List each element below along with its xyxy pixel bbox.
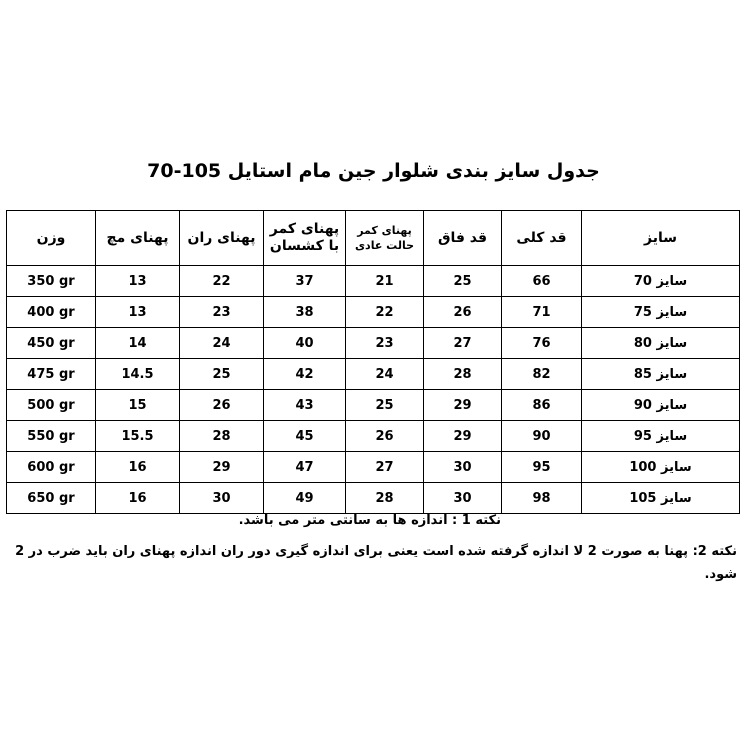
cell-thigh: 23 bbox=[180, 297, 264, 328]
cell-total-length: 66 bbox=[502, 266, 582, 297]
cell-waist-stretched: 42 bbox=[264, 359, 346, 390]
cell-size: سایز 100 bbox=[582, 452, 740, 483]
cell-crotch: 26 bbox=[424, 297, 502, 328]
cell-crotch: 30 bbox=[424, 452, 502, 483]
header-waist-stretched: پهنای کمر با کشسان bbox=[264, 211, 346, 266]
cell-crotch: 29 bbox=[424, 421, 502, 452]
header-thigh: پهنای ران bbox=[180, 211, 264, 266]
cell-size: سایز 85 bbox=[582, 359, 740, 390]
table-row bbox=[7, 266, 740, 297]
cell-weight: 550 gr bbox=[7, 421, 96, 452]
cell-thigh: 29 bbox=[180, 452, 264, 483]
header-ankle: پهنای مچ bbox=[96, 211, 180, 266]
cell-total-length: 76 bbox=[502, 328, 582, 359]
cell-waist-stretched: 47 bbox=[264, 452, 346, 483]
table-row bbox=[7, 452, 740, 483]
cell-thigh: 25 bbox=[180, 359, 264, 390]
cell-size: سایز 105 bbox=[582, 483, 740, 514]
cell-thigh: 24 bbox=[180, 328, 264, 359]
cell-waist-normal: 26 bbox=[346, 421, 424, 452]
header-waist-normal: پهنای کمر حالت عادی bbox=[346, 211, 424, 266]
table-row bbox=[7, 390, 740, 421]
cell-ankle: 14.5 bbox=[96, 359, 180, 390]
cell-crotch: 28 bbox=[424, 359, 502, 390]
header-size: سایز bbox=[582, 211, 740, 266]
cell-ankle: 13 bbox=[96, 297, 180, 328]
note-1: نکته 1 : اندازه ها به سانتی متر می باشد. bbox=[238, 513, 501, 528]
cell-total-length: 98 bbox=[502, 483, 582, 514]
cell-crotch: 29 bbox=[424, 390, 502, 421]
cell-weight: 475 gr bbox=[7, 359, 96, 390]
cell-waist-stretched: 38 bbox=[264, 297, 346, 328]
note-2: نکته 2: پهنا به صورت 2 لا اندازه گرفته شده است یعنی برای اندازه گیری دور ران اندازه پهنای ران باید ضرب در 2 شود. bbox=[15, 544, 737, 582]
cell-size: سایز 90 bbox=[582, 390, 740, 421]
cell-ankle: 16 bbox=[96, 452, 180, 483]
table-header-row bbox=[7, 211, 740, 266]
cell-thigh: 30 bbox=[180, 483, 264, 514]
cell-waist-normal: 22 bbox=[346, 297, 424, 328]
header-weight: وزن bbox=[7, 211, 96, 266]
cell-waist-stretched: 49 bbox=[264, 483, 346, 514]
header-crotch: قد فاق bbox=[424, 211, 502, 266]
cell-total-length: 71 bbox=[502, 297, 582, 328]
cell-waist-normal: 25 bbox=[346, 390, 424, 421]
cell-total-length: 86 bbox=[502, 390, 582, 421]
cell-size: سایز 95 bbox=[582, 421, 740, 452]
cell-ankle: 14 bbox=[96, 328, 180, 359]
header-total-length: قد کلی bbox=[502, 211, 582, 266]
cell-waist-normal: 28 bbox=[346, 483, 424, 514]
cell-thigh: 26 bbox=[180, 390, 264, 421]
cell-ankle: 16 bbox=[96, 483, 180, 514]
cell-crotch: 25 bbox=[424, 266, 502, 297]
cell-waist-stretched: 40 bbox=[264, 328, 346, 359]
table-row bbox=[7, 328, 740, 359]
cell-ankle: 13 bbox=[96, 266, 180, 297]
cell-thigh: 22 bbox=[180, 266, 264, 297]
table-row bbox=[7, 297, 740, 328]
cell-waist-normal: 21 bbox=[346, 266, 424, 297]
table-row bbox=[7, 359, 740, 390]
cell-waist-normal: 24 bbox=[346, 359, 424, 390]
cell-waist-stretched: 45 bbox=[264, 421, 346, 452]
cell-size: سایز 70 bbox=[582, 266, 740, 297]
cell-weight: 450 gr bbox=[7, 328, 96, 359]
cell-waist-normal: 27 bbox=[346, 452, 424, 483]
cell-waist-stretched: 37 bbox=[264, 266, 346, 297]
cell-waist-stretched: 43 bbox=[264, 390, 346, 421]
cell-weight: 350 gr bbox=[7, 266, 96, 297]
cell-crotch: 30 bbox=[424, 483, 502, 514]
cell-total-length: 95 bbox=[502, 452, 582, 483]
page-title: جدول سایز بندی شلوار جین مام استایل 105-70 bbox=[147, 160, 600, 182]
cell-thigh: 28 bbox=[180, 421, 264, 452]
cell-total-length: 90 bbox=[502, 421, 582, 452]
cell-weight: 650 gr bbox=[7, 483, 96, 514]
cell-ankle: 15.5 bbox=[96, 421, 180, 452]
cell-total-length: 82 bbox=[502, 359, 582, 390]
cell-weight: 500 gr bbox=[7, 390, 96, 421]
size-chart-table bbox=[6, 210, 740, 514]
cell-crotch: 27 bbox=[424, 328, 502, 359]
cell-ankle: 15 bbox=[96, 390, 180, 421]
cell-size: سایز 75 bbox=[582, 297, 740, 328]
table-row bbox=[7, 421, 740, 452]
cell-size: سایز 80 bbox=[582, 328, 740, 359]
cell-weight: 400 gr bbox=[7, 297, 96, 328]
cell-waist-normal: 23 bbox=[346, 328, 424, 359]
cell-weight: 600 gr bbox=[7, 452, 96, 483]
